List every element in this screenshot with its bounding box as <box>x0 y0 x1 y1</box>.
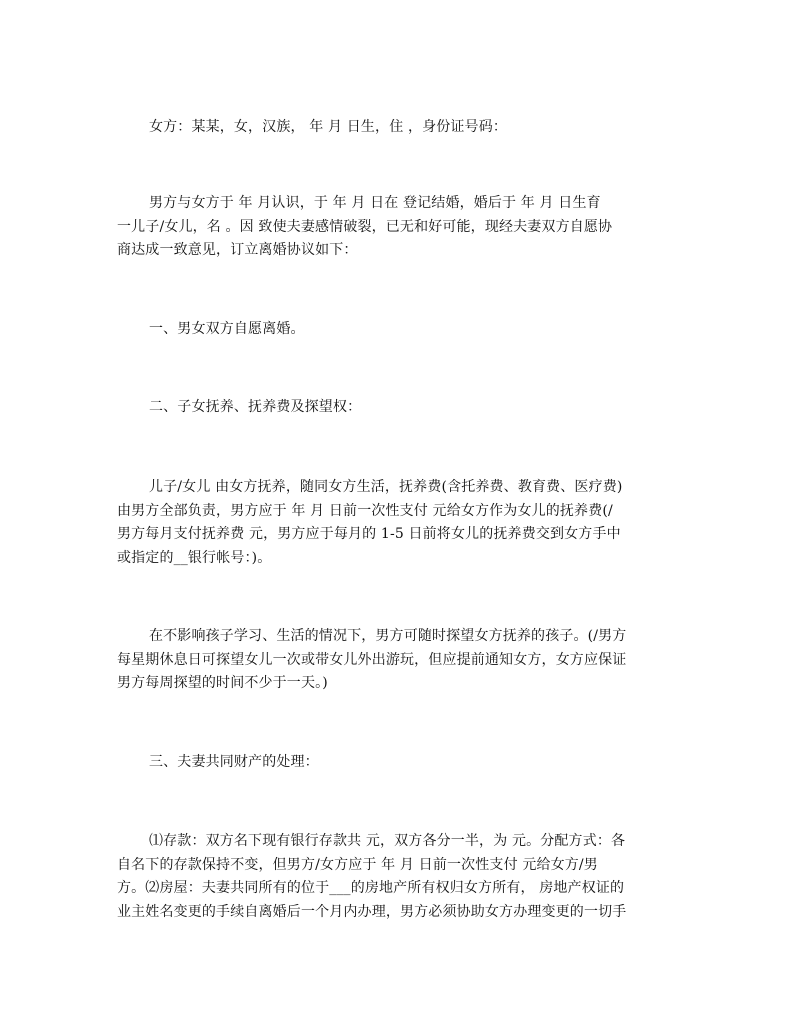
text-line: 由男方全部负责，男方应于 年 月 日前一次性支付 元给女方作为女儿的抚养费(/ <box>117 502 613 519</box>
text-line: 女方：某某，女，汉族， 年 月 日生，住 ，身份证号码： <box>149 119 507 135</box>
text-line: ⑴存款：双方名下现有银行存款共 元，双方各分一半，为 元。分配方式：各 <box>149 833 626 849</box>
party-female-info <box>117 116 687 140</box>
property-savings <box>117 830 687 924</box>
text-line: 男方与女方于 年 月认识，于 年 月 日在 登记结婚，婚后于 年 月 日生育 <box>149 195 601 211</box>
text-line: 男方每月支付抚养费 元，男方应于每月的 1-5 日前将女儿的抚养费交到女方手中 <box>117 526 621 543</box>
text-line: 在不影响孩子学习、生活的情况下，男方可随时探望女方抚养的孩子。(/男方 <box>149 628 627 644</box>
text-line: 或指定的__银行帐号：)。 <box>117 549 272 566</box>
text-line: 一儿子/女儿，名 。因 致使夫妻感情破裂，已无和好可能，现经夫妻双方自愿协 <box>117 218 613 235</box>
text-line: 一、男女双方自愿离婚。 <box>149 321 305 337</box>
text-line: 自名下的存款保持不变，但男方/女方应于 年 月 日前一次性支付 元给女方/男 <box>117 856 598 873</box>
child-support <box>117 476 687 570</box>
text-line: 业主姓名变更的手续自离婚后一个月内办理，男方必须协助女方办理变更的一切手 <box>117 903 627 920</box>
clause-3-heading <box>117 751 687 775</box>
text-line: 儿子/女儿 由女方抚养，随同女方生活，抚养费(含托养费、教育费、医疗费) <box>149 479 623 495</box>
text-line: 男方每周探望的时间不少于一天。) <box>117 675 328 692</box>
text-line: 方。⑵房屋：夫妻共同所有的位于___的房地产所有权归女方所有， 房地产权证的 <box>117 880 625 897</box>
text-line: 三、夫妻共同财产的处理： <box>149 754 319 770</box>
text-line: 二、子女抚养、抚养费及探望权： <box>149 399 362 415</box>
text-line: 商达成一致意见，订立离婚协议如下： <box>117 242 358 259</box>
clause-1 <box>117 318 687 342</box>
marriage-background <box>117 192 687 263</box>
text-line: 每星期休息日可探望女儿一次或带女儿外出游玩，但应提前通知女方，女方应保证 <box>117 651 627 668</box>
clause-2-heading <box>117 396 687 420</box>
visitation <box>117 625 687 696</box>
